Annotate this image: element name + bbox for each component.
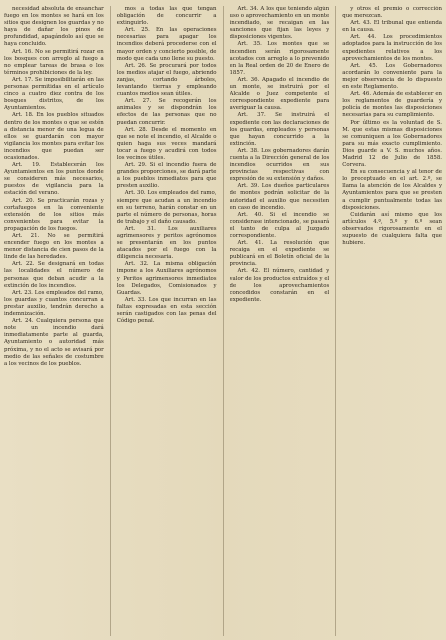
paragraph: Art. 19. Establecerán los Ayuntamientos en los puntos donde se consideren más necesarios, puestos de vigilancia para la estación del verano. [4,162,104,197]
paragraph: Art. 17. Se imposibilitarán en las personas permitidas en el artículo cinco a cuatro diez contra de los bosques distritos, de los Ayuntamientos. [4,76,104,112]
paragraph: Art. 23. Los empleados del ramo, los guardas y cuantos concurran a prestar auxilio, tendrán derecho a indemnización. [4,289,104,318]
paragraph: Art. 38. Los gobernadores darán cuenta a la Dirección general de los incendios ocurridos en sus provincias respectivas con expresión de su extensión y daños. [229,147,330,183]
paragraph: Por último es la voluntad de S. M. que estas mismas disposiciones se comuniquen a los Gobernadores para su más exacto cumplimiento. Dios guarde a V. S. muchos años. Madrid 12 de Julio de 1858. Corvera. [342,119,442,169]
paragraph: Art. 43. El tribunal que entienda en la causa. [342,20,442,34]
column-divider [110,6,111,636]
text-column-2 [117,6,217,636]
paragraph: Art. 37. Se instruirá el expediente con las declaraciones de los guardas, empleados y personas que hayan concurrido a la extinción. [229,112,330,147]
paragraph: Art. 44. Los procedimientos adoptados para la instrucción de los expedientes relativos a los aprovechamientos de los montes. [342,34,442,62]
paragraph: Art. 22. Se designará en todas las localidades el número de personas que deban acudir a la extinción de los incendios. [4,261,104,289]
text-column-4 [342,6,442,636]
column-divider [223,6,224,636]
paragraph: Cuidarán así mismo que los artículos 4.º, 5.º y 6.º sean observados rigorosamente en el supuesto de cualquiera falta que hubiere. [342,211,442,247]
text-column-1 [4,6,104,636]
paragraph: Art. 36. Apagado el incendio de un monte, se instruirá por el Alcalde o Juez competente el correspondiente expediente para averiguar la causa. [229,76,330,112]
paragraph: Art. 30. Los empleados del ramo, siempre que acudan a un incendio en su terreno, harán constar en un parte el número de personas, horas de trabajo y el daño causado. [116,190,217,225]
paragraph: Art. 28. Desde el momento en que se note el incendio, el Alcalde o quien haga sus veces mandará tocar a fuego y acudirá con todos los vecinos útiles. [116,126,217,161]
paragraph: Art. 46. Además de establecer en los reglamentos de guardería y policía de montes las disposiciones necesarias para su cumplimiento. [342,91,442,119]
paragraph: Art. 18. En los pueblos situados dentro de los montes o que se estén a distancia menor de una legua de ellos se guardarán con mayor vigilancia los montes para evitar los incendios que puedan ser ocasionados. [4,112,104,161]
paragraph: Art. 16. No se permitirá rozar en los bosques con arreglo al fuego a no emplear tareas de brasa o los términos prohibiciones de la ley. [4,48,104,76]
paragraph: Art. 29. Si el incendio fuera de grandes proporciones, se dará parte a los pueblos inmediatos para que presten auxilio. [116,162,217,190]
paragraph: mos a todas las que tengan obligación de concurrir a extinguirlo. [116,6,217,27]
paragraph: Art. 42. El número, cantidad y valor de los productos extraídos y el de los aprovechamientos concedidos constarán en el expediente. [229,268,330,303]
paragraph: Art. 35. Los montes que se incendien serán rigorosamente acotados con arreglo a lo prevenido en la Real orden de 20 de Enero de 1857. [229,41,330,76]
paragraph: Art. 32. La misma obligación impone a los Auxiliares agrónomos y Peritos agrimensores inmediatos los Delegados, Comisionados y Guardas. [116,261,217,296]
paragraph: Art. 21. No se permitirá encender fuego en los montes a menor distancia de cien pasos de la linde de las heredades. [4,233,104,261]
paragraph: Art. 27. Se recogerán los animales y se dispondrán los efectos de las personas que no puedan concurrir. [116,98,217,126]
paragraph: Art. 33. Los que incurran en las faltas expresadas en esta sección serán castigados con las penas del Código penal. [116,296,217,325]
paragraph: necesidad absoluta de ensanchar fuego en los montes se hará en los sitios que designen los guardas y no haya de dañar los pinos de profundidad, apagándolo así que se haya concluido. [4,6,104,48]
column-divider [335,6,336,636]
paragraph: Art. 34. A los que teniendo algún uso o aprovechamiento en un monte incendiado, se recaigan en las sanciones que fijan las leyes y disposiciones vigentes. [229,6,330,41]
paragraph: Art. 39. Los dueños particulares de montes podrán solicitar de la autoridad el auxilio que necesiten en caso de incendio. [229,183,330,211]
paragraph: Art. 45. Los Gobernadores acordarán lo conveniente para la mejor observancia de lo dispuesto en este Reglamento. [342,62,442,91]
paragraph: Art. 25. En las operaciones necesarias para apagar los incendios deberá procederse con el mayor orden y concierto posible, de modo que cada uno llene su puesto. [116,27,217,62]
paragraph: y otros el premio o corrección que merezcan. [342,6,442,20]
text-column-3 [230,6,330,636]
paragraph: Art. 31. Los auxiliares agrimensores y peritos agrónomos se presentarán en los puntos atacados por el fuego con la diligencia necesaria. [116,225,217,261]
paragraph: Art. 20. Se practicarán rozas y cortafuegos en la conveniente extensión de los sitios más convenientes para evitar la propagación de los fuegos. [4,197,104,232]
paragraph: Art. 24. Cualquiera persona que note un incendio dará inmediatamente parte al guarda, Ayuntamiento o autoridad más próxima, y no el acto se avisará por medio de las señales de costumbre a los vecinos de los pueblos. [4,318,104,367]
paragraph: En su consecuencia y al tenor de lo preceptuado en el art. 2.º, se llama la atención de los Alcaldes y Ayuntamientos para que se presten a cumplir puntualmente todas las disposiciones. [342,169,442,211]
paragraph: Art. 41. La resolución que recaiga en el expediente se publicará en el Boletín oficial de la provincia. [229,240,330,268]
paragraph: Art. 26. Se procurará por todos los medios atajar el fuego, abriendo zanjas, cortando árboles, levantando tierras y empleando cuantos medios sean útiles. [116,62,217,98]
paragraph: Art. 40. Si el incendio se considerase intencionado, se pasará el tanto de culpa al Juzgado correspondiente. [229,211,330,239]
